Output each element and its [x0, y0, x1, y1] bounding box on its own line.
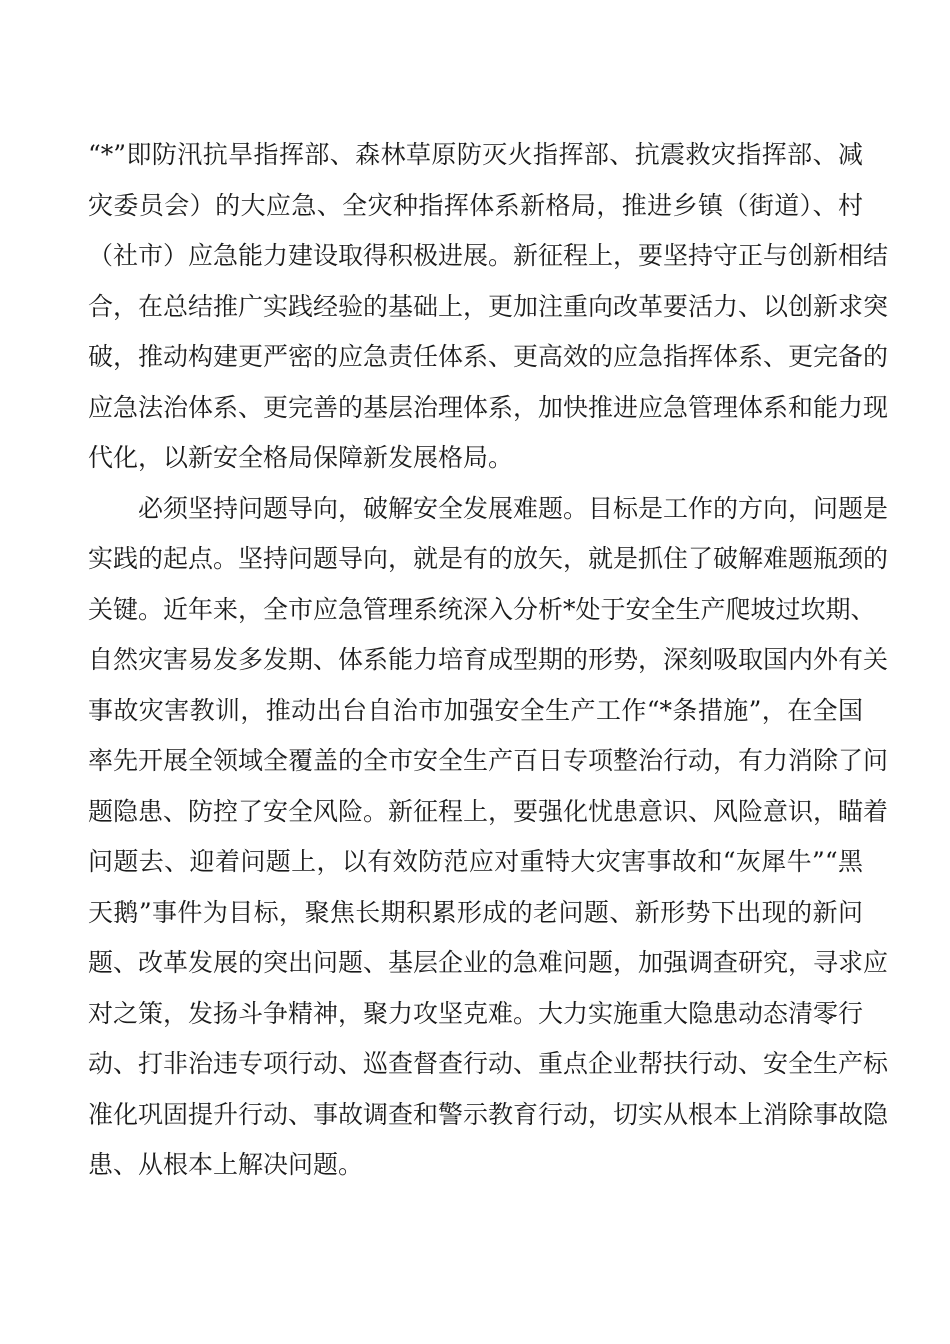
paragraph-line: 事故灾害教训，推动出台自治市加强安全生产工作“*条措施”，在全国: [88, 695, 863, 725]
document-body: [88, 130, 889, 1191]
paragraph-line: 题隐患、防控了安全风险。新征程上，要强化忧患意识、风险意识，瞄着: [88, 796, 889, 826]
paragraph-line: 关键。近年来，全市应急管理系统深入分析*处于安全生产爬坡过坎期、: [88, 594, 876, 624]
paragraph-1: [88, 130, 889, 484]
paragraph-line: 破，推动构建更严密的应急责任体系、更高效的应急指挥体系、更完备的: [88, 342, 889, 371]
paragraph-line: 对之策，发扬斗争精神，聚力攻坚克难。大力实施重大隐患动态清零行: [88, 998, 864, 1028]
paragraph-line: 自然灾害易发多发期、体系能力培育成型期的形势，深刻吸取国内外有关: [88, 645, 889, 674]
paragraph-line: 问题去、迎着问题上，以有效防范应对重特大灾害事故和“灰犀牛”“黑: [88, 847, 863, 876]
paragraph-line: 灾委员会）的大应急、全灾种指挥体系新格局，推进乡镇（街道）、村: [88, 190, 863, 220]
paragraph-line: “*”即防汛抗旱指挥部、森林草原防灭火指挥部、抗震救灾指挥部、减: [88, 140, 863, 169]
paragraph-line: 题、改革发展的突出问题、基层企业的急难问题，加强调查研究，寻求应: [88, 948, 889, 977]
paragraph-line: 必须坚持问题导向，破解安全发展难题。目标是工作的方向，问题是: [138, 493, 889, 523]
paragraph-line: 患、从根本上解决问题。: [88, 1150, 364, 1179]
paragraph-line: （社市）应急能力建设取得积极进展。新征程上，要坚持守正与创新相结: [88, 241, 889, 270]
paragraph-line: 代化，以新安全格局保障新发展格局。: [88, 443, 514, 472]
paragraph-line: 应急法治体系、更完善的基层治理体系，加快推进应急管理体系和能力现: [88, 392, 889, 422]
paragraph-line: 率先开展全领域全覆盖的全市安全生产百日专项整治行动，有力消除了问: [88, 746, 889, 775]
paragraph-line: 动、打非治违专项行动、巡查督查行动、重点企业帮扶行动、安全生产标: [88, 1049, 889, 1078]
paragraph-line: 天鹅”事件为目标，聚焦长期积累形成的老问题、新形势下出现的新问: [88, 897, 863, 927]
paragraph-2: [88, 484, 889, 1191]
paragraph-line: 合，在总结推广实践经验的基础上，更加注重向改革要活力、以创新求突: [88, 291, 889, 321]
paragraph-line: 准化巩固提升行动、事故调查和警示教育行动，切实从根本上消除事故隐: [88, 1099, 889, 1129]
paragraph-line: 实践的起点。坚持问题导向，就是有的放矢，就是抓住了破解难题瓶颈的: [88, 544, 889, 573]
